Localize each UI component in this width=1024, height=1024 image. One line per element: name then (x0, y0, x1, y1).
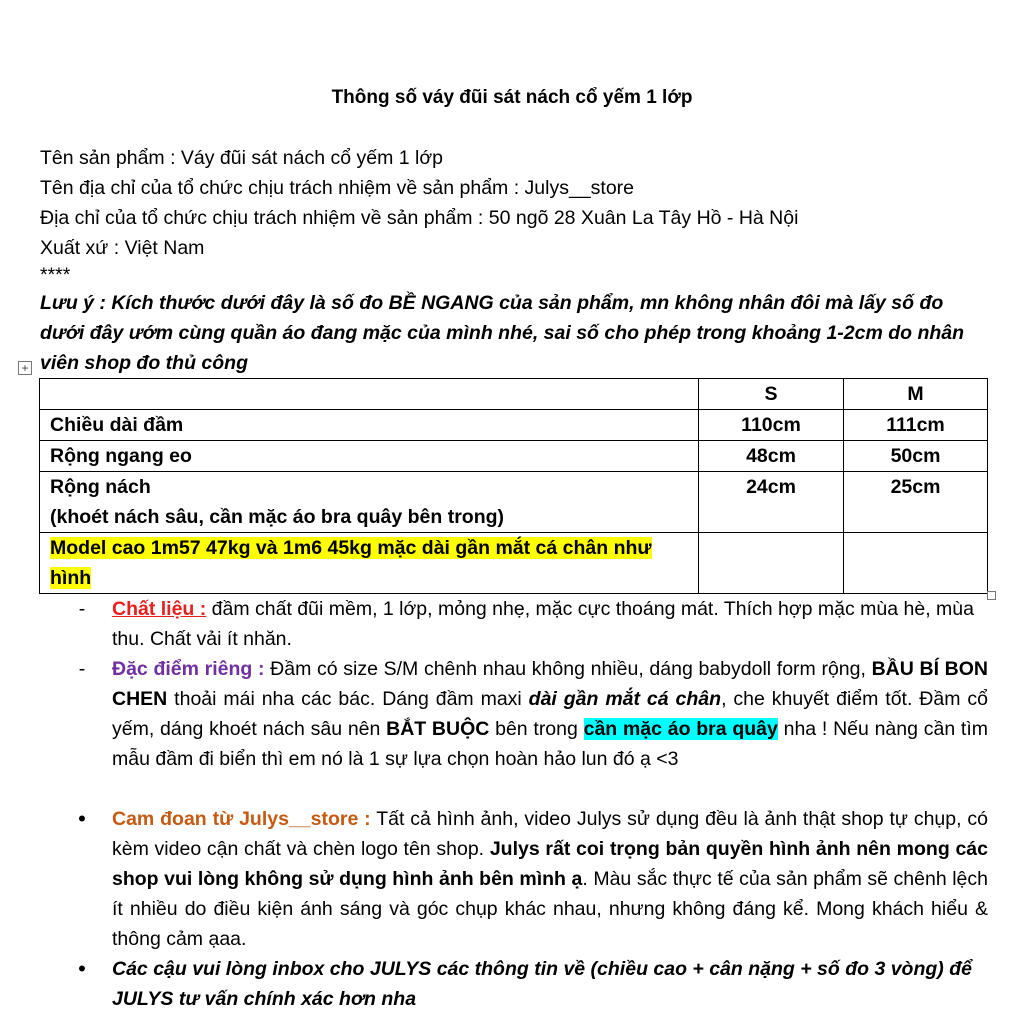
bullet-marker: • (78, 806, 86, 831)
row-value-s: 48cm (699, 441, 844, 472)
table-header-m: M (844, 379, 988, 410)
row-label: Rộng ngang eo (40, 441, 699, 472)
list-item-inbox (78, 954, 988, 1014)
feature-bold: BẦU BÍ BON CHEN (112, 658, 989, 710)
feature-bold: BẮT BUỘC (386, 718, 490, 740)
material-text: đầm chất đũi mềm, 1 lớp, mỏng nhẹ, mặc cực thoáng mát. Thích hợp mặc mùa hè, mùa thu. Chất vải ít nhăn. (112, 598, 974, 650)
feature-text: Đầm có size S/M chênh nhau không nhiều, dáng babydoll form rộng, (264, 658, 872, 680)
commitment-text: . Màu sắc thực tế của sản phẩm sẽ chênh lệch ít nhiều do điều kiện ánh sáng và góc chụp khác nhau, nhưng không đáng kể. Mong khách hiểu & thông cảm ạaa. (112, 868, 988, 950)
model-label: Model cao 1m57 47kg và 1m6 45kg mặc dài gần mắt cá chân như hình (50, 537, 652, 589)
table-header-s: S (699, 379, 844, 410)
row-sublabel: (khoét nách sâu, cần mặc áo bra quây bên trong) (50, 506, 505, 528)
org-address-line: Địa chỉ của tổ chức chịu trách nhiệm về sản phẩm : 50 ngõ 28 Xuân La Tây Hồ - Hà Nội (40, 207, 799, 229)
feature-text: thoải mái nha các bác. Dáng đầm maxi (167, 688, 529, 710)
separator-line: **** (40, 264, 71, 286)
document-title: Thông số váy đũi sát nách cổ yếm 1 lớp (331, 87, 693, 108)
row-value-s: 24cm (699, 472, 844, 533)
row-value-s (699, 533, 844, 594)
row-value-m (844, 533, 988, 594)
list-item-commitment (78, 804, 988, 954)
feature-text: nha ! Nếu nàng cần tìm mẫu đầm đi biển thì em nó là 1 sự lựa chọn hoàn hảo lun đó ạ <3 (112, 718, 988, 770)
row-value-m: 50cm (844, 441, 988, 472)
table-row (40, 472, 988, 533)
row-value-m: 111cm (844, 410, 988, 441)
commitment-bold: Julys rất coi trọng bản quyền hình ảnh nên mong các shop vui lòng không sử dụng hình ảnh bên mình ạ (112, 838, 988, 890)
org-name-line: Tên địa chỉ của tổ chức chịu trách nhiệm về sản phẩm : Julys__store (40, 177, 635, 199)
row-label-cell (40, 472, 699, 533)
table-header-empty (40, 379, 699, 410)
row-label: Chiều dài đầm (40, 410, 699, 441)
table-row (40, 441, 988, 472)
list-item-material (78, 594, 988, 654)
feature-text: bên trong (489, 718, 584, 740)
feature-label: Đặc điểm riêng : (112, 658, 265, 680)
list-item-feature (78, 654, 989, 774)
material-label: Chất liệu : (112, 598, 207, 620)
table-row (40, 533, 988, 594)
commitment-text: Tất cả hình ảnh, video Julys sử dụng đều là ảnh thật shop tự chụp, có kèm video cận chất và chèn logo tên shop. (112, 808, 988, 860)
dash-marker: - (78, 598, 86, 620)
commitment-label: Cam đoan từ Julys__store : (112, 808, 371, 830)
product-info (40, 143, 798, 287)
table-row (40, 410, 988, 441)
feature-text: , che khuyết điểm tốt. Đầm cổ yếm, dáng khoét nách sâu nên (112, 688, 988, 740)
model-label-cell (40, 533, 699, 594)
size-table (39, 378, 988, 594)
dash-marker: - (78, 658, 86, 680)
table-header-row (40, 379, 988, 410)
feature-highlight: cần mặc áo bra quây (583, 718, 778, 740)
feature-bold-italic: dài gần mắt cá chân (528, 688, 722, 710)
table-move-handle-icon[interactable]: + (18, 361, 32, 375)
row-label: Rộng nách (50, 476, 151, 498)
inbox-text: Các cậu vui lòng inbox cho JULYS các thông tin về (chiều cao + cân nặng + số đo 3 vòng) để JULYS tư vấn chính xác hơn nha (112, 958, 972, 1010)
row-value-m: 25cm (844, 472, 988, 533)
origin-line: Xuất xứ : Việt Nam (40, 237, 205, 259)
product-name-line: Tên sản phẩm : Váy đũi sát nách cổ yếm 1 lớp (40, 147, 443, 169)
bullet-marker: • (78, 956, 86, 981)
row-value-s: 110cm (699, 410, 844, 441)
table-resize-handle-icon[interactable] (987, 591, 996, 600)
measurement-note: Lưu ý : Kích thước dưới đây là số đo BỀ NGANG của sản phẩm, mn không nhân đôi mà lấy số đo dưới đây ướm cùng quần áo đang mặc của mình nhé, sai số cho phép trong khoảng 1-2cm do nhân viên shop đo thủ công (40, 292, 965, 374)
